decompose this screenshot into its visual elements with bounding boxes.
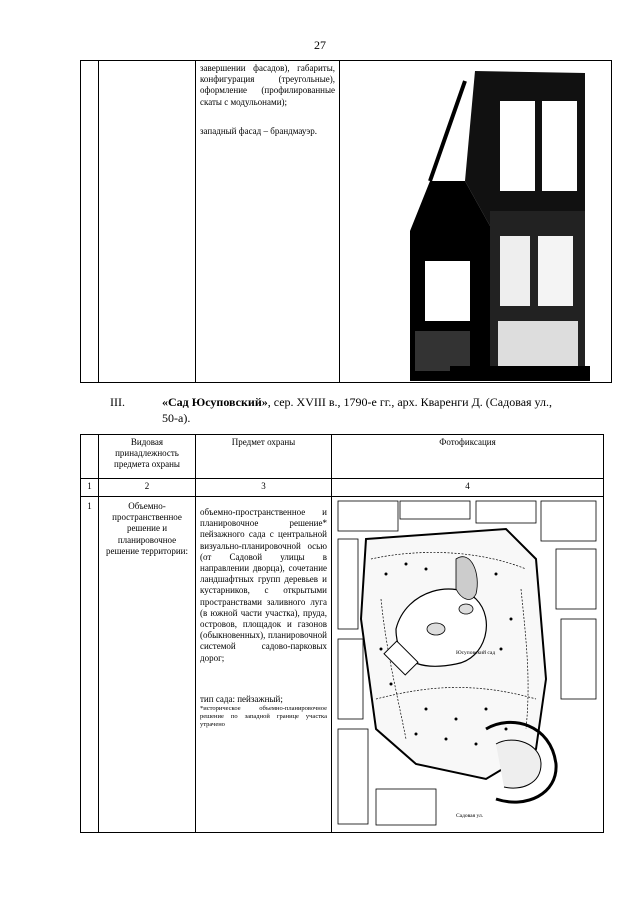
row-index: 1 xyxy=(81,497,99,833)
subject-text: завершении фасадов), габариты, конфигурация (треугольные), оформление (профилированные скаты с модульонами); xyxy=(200,63,335,107)
header-subject: Предмет охраны xyxy=(196,435,332,479)
page-number: 27 xyxy=(314,38,326,52)
cell-type xyxy=(99,61,196,383)
header-photo: Фотофиксация xyxy=(332,435,604,479)
section-number: III. xyxy=(110,395,125,409)
section-details-cont: 50-а). xyxy=(162,411,191,425)
building-photo xyxy=(370,61,600,381)
section-title: «Сад Юсуповский» xyxy=(162,395,268,409)
map-label-street: Садовая ул. xyxy=(456,813,484,819)
colnum-4: 4 xyxy=(332,479,604,497)
colnum-3: 3 xyxy=(196,479,332,497)
row-photo xyxy=(332,497,604,833)
cell-subject xyxy=(196,61,340,383)
cell-index xyxy=(81,61,99,383)
row-subject: объемно-пространственное и планировочное решение* пейзажного сада с центральной визуально-планировочной осью (от Садовой улицы в направлении дворца), сочетание ландшафтных групп деревьев и кустарников, с открытыми пространствами заливного луга (в южной части участка), пруда, островов, площадок и газонов (обыкновенных), планировочной системой садово-парковых дорог; xyxy=(200,507,327,663)
garden-type: тип сада: пейзажный; xyxy=(200,693,283,704)
footnote: *историческое объемно-планировочное решение по западной границе участка утрачено xyxy=(200,705,327,729)
west-facade-text: западный фасад – брандмауэр. xyxy=(200,125,318,136)
header-index xyxy=(81,435,99,479)
row-subject-cell xyxy=(196,497,332,833)
row-type: Объемно-пространственное решение и планировочное решение территории: xyxy=(99,497,196,833)
section-details: , сер. XVIII в., 1790-е гг., арх. Кваренги Д. (Садовая ул., xyxy=(267,395,553,409)
header-type: Видовая принадлежность предмета охраны xyxy=(99,435,196,479)
table-protection xyxy=(80,434,604,833)
garden-map xyxy=(336,499,598,829)
colnum-2: 2 xyxy=(99,479,196,497)
cell-photo xyxy=(340,61,612,383)
map-label-garden: Юсуповский сад xyxy=(456,650,496,656)
table-continuation xyxy=(80,60,612,383)
colnum-1: 1 xyxy=(81,479,99,497)
